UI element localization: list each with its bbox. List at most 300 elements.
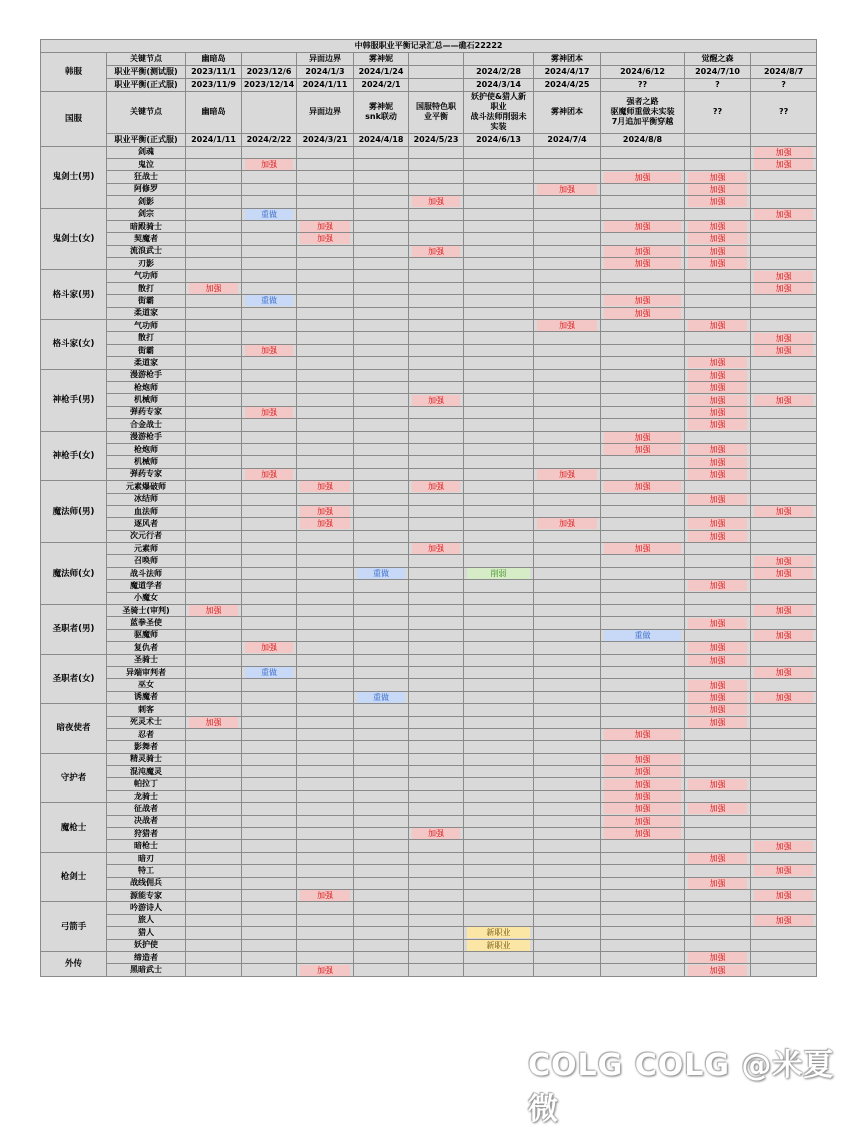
- class-row: [41, 282, 817, 294]
- balance-cell: [354, 716, 409, 728]
- row-header: 职业平衡(正式服): [107, 133, 186, 146]
- class-name: 弹药专家: [107, 406, 186, 418]
- balance-cell: [464, 778, 534, 790]
- group-name: 神枪手(男): [41, 369, 107, 431]
- balance-cell: [534, 927, 601, 939]
- class-row: [41, 642, 817, 654]
- balance-cell: [409, 332, 464, 344]
- class-row: [41, 320, 817, 332]
- balance-cell: [464, 567, 534, 579]
- balance-cell: [242, 456, 297, 468]
- buff-tag: 加强: [754, 271, 813, 282]
- balance-cell: [354, 555, 409, 567]
- balance-cell: [186, 605, 242, 617]
- balance-cell: [409, 790, 464, 802]
- balance-cell: [409, 208, 464, 220]
- class-name: 漫游枪手: [107, 369, 186, 381]
- balance-cell: [601, 344, 685, 356]
- balance-cell: [409, 158, 464, 170]
- balance-cell: [751, 530, 817, 542]
- balance-cell: [186, 939, 242, 951]
- balance-cell: [186, 840, 242, 852]
- balance-cell: [297, 666, 354, 678]
- class-row: [41, 766, 817, 778]
- balance-cell: [409, 468, 464, 480]
- balance-table: [40, 39, 817, 977]
- balance-cell: [354, 406, 409, 418]
- class-row: [41, 493, 817, 505]
- balance-cell: [534, 171, 601, 183]
- balance-cell: [685, 233, 751, 245]
- class-row: [41, 592, 817, 604]
- class-name: 吟游诗人: [107, 902, 186, 914]
- balance-cell: [297, 530, 354, 542]
- balance-cell: [751, 605, 817, 617]
- balance-cell: [464, 914, 534, 926]
- balance-cell: [534, 753, 601, 765]
- buff-tag: 加强: [754, 667, 813, 678]
- group-name: 格斗家(女): [41, 320, 107, 370]
- balance-cell: [685, 171, 751, 183]
- balance-cell: [186, 530, 242, 542]
- balance-cell: [601, 691, 685, 703]
- balance-cell: [186, 753, 242, 765]
- balance-cell: [297, 716, 354, 728]
- balance-cell: [534, 728, 601, 740]
- balance-cell: [464, 171, 534, 183]
- balance-cell: [409, 456, 464, 468]
- balance-cell: [464, 741, 534, 753]
- balance-cell: [464, 877, 534, 889]
- class-name: 帕拉丁: [107, 778, 186, 790]
- buff-tag: 加强: [688, 642, 747, 653]
- buff-tag: 加强: [300, 481, 350, 492]
- balance-cell: [601, 369, 685, 381]
- balance-cell: [354, 282, 409, 294]
- balance-cell: [354, 245, 409, 257]
- balance-cell: [685, 716, 751, 728]
- balance-cell: [297, 196, 354, 208]
- kr-test-server-row: [41, 65, 817, 78]
- header-cell: 雾神妮: [354, 52, 409, 65]
- class-row: [41, 704, 817, 716]
- balance-cell: [685, 803, 751, 815]
- balance-cell: [601, 716, 685, 728]
- balance-cell: [601, 220, 685, 232]
- class-row: [41, 716, 817, 728]
- balance-cell: [601, 481, 685, 493]
- balance-cell: [297, 369, 354, 381]
- balance-cell: [464, 654, 534, 666]
- balance-cell: [409, 778, 464, 790]
- balance-cell: [534, 704, 601, 716]
- header-cell: 2023/11/1: [186, 65, 242, 78]
- balance-cell: [297, 605, 354, 617]
- balance-cell: [601, 357, 685, 369]
- balance-cell: [409, 518, 464, 530]
- balance-cell: [297, 828, 354, 840]
- balance-cell: [534, 914, 601, 926]
- balance-cell: [464, 939, 534, 951]
- balance-cell: [751, 332, 817, 344]
- class-name: 街霸: [107, 344, 186, 356]
- balance-cell: [242, 964, 297, 976]
- balance-cell: [297, 951, 354, 963]
- balance-cell: [297, 307, 354, 319]
- class-name: 黑暗武士: [107, 964, 186, 976]
- balance-cell: [464, 233, 534, 245]
- balance-cell: [409, 679, 464, 691]
- rework-tag: 重做: [245, 667, 293, 678]
- balance-cell: [685, 666, 751, 678]
- balance-cell: [297, 394, 354, 406]
- balance-cell: [751, 208, 817, 220]
- balance-cell: [601, 530, 685, 542]
- balance-cell: [242, 865, 297, 877]
- class-name: 阿修罗: [107, 183, 186, 195]
- balance-cell: [242, 629, 297, 641]
- balance-cell: [409, 320, 464, 332]
- class-name: 街霸: [107, 295, 186, 307]
- balance-cell: [242, 431, 297, 443]
- class-row: [41, 419, 817, 431]
- balance-cell: [242, 357, 297, 369]
- balance-cell: [534, 654, 601, 666]
- balance-cell: [354, 530, 409, 542]
- balance-cell: [354, 728, 409, 740]
- balance-cell: [186, 654, 242, 666]
- balance-cell: [685, 778, 751, 790]
- balance-cell: [601, 443, 685, 455]
- balance-cell: [464, 481, 534, 493]
- buff-tag: 加强: [604, 791, 681, 802]
- balance-cell: [297, 406, 354, 418]
- buff-tag: 加强: [754, 506, 813, 517]
- group-name: 魔枪士: [41, 803, 107, 853]
- balance-cell: [464, 505, 534, 517]
- class-row: [41, 431, 817, 443]
- balance-cell: [242, 877, 297, 889]
- header-cell: 2024/3/21: [297, 133, 354, 146]
- balance-cell: [297, 357, 354, 369]
- class-row: [41, 951, 817, 963]
- balance-cell: [186, 332, 242, 344]
- buff-tag: 加强: [604, 543, 681, 554]
- balance-cell: [354, 196, 409, 208]
- buff-tag: 加强: [604, 258, 681, 269]
- balance-cell: [534, 716, 601, 728]
- balance-cell: [685, 530, 751, 542]
- class-name: 战斗法师: [107, 567, 186, 579]
- balance-cell: [354, 258, 409, 270]
- balance-cell: [242, 555, 297, 567]
- balance-cell: [751, 939, 817, 951]
- balance-cell: [751, 914, 817, 926]
- group-name: 魔法师(男): [41, 481, 107, 543]
- class-row: [41, 307, 817, 319]
- buff-tag: 加强: [245, 642, 293, 653]
- balance-cell: [601, 852, 685, 864]
- class-row: [41, 567, 817, 579]
- balance-cell: [751, 741, 817, 753]
- balance-cell: [601, 381, 685, 393]
- class-row: [41, 456, 817, 468]
- balance-cell: [751, 320, 817, 332]
- balance-cell: [354, 803, 409, 815]
- balance-cell: [297, 344, 354, 356]
- balance-cell: [464, 728, 534, 740]
- buff-tag: 加强: [688, 692, 747, 703]
- balance-cell: [186, 381, 242, 393]
- class-row: [41, 357, 817, 369]
- balance-cell: [409, 691, 464, 703]
- balance-cell: [464, 183, 534, 195]
- balance-cell: [685, 394, 751, 406]
- balance-cell: [601, 233, 685, 245]
- balance-cell: [751, 456, 817, 468]
- balance-cell: [297, 543, 354, 555]
- balance-cell: [186, 951, 242, 963]
- buff-tag: 加强: [245, 407, 293, 418]
- class-name: 气功师: [107, 320, 186, 332]
- balance-cell: [534, 530, 601, 542]
- buff-tag: 加强: [754, 630, 813, 641]
- balance-cell: [601, 258, 685, 270]
- balance-cell: [242, 505, 297, 517]
- balance-cell: [751, 518, 817, 530]
- header-cell: 2024/6/12: [601, 65, 685, 78]
- balance-cell: [534, 555, 601, 567]
- balance-cell: [751, 766, 817, 778]
- class-row: [41, 654, 817, 666]
- balance-cell: [685, 753, 751, 765]
- buff-tag: 加强: [754, 395, 813, 406]
- balance-cell: [186, 505, 242, 517]
- balance-cell: [409, 716, 464, 728]
- balance-cell: [534, 419, 601, 431]
- balance-cell: [242, 914, 297, 926]
- buff-tag: 加强: [604, 481, 681, 492]
- class-name: 合金战士: [107, 419, 186, 431]
- balance-cell: [534, 158, 601, 170]
- balance-cell: [464, 196, 534, 208]
- balance-cell: [186, 852, 242, 864]
- row-header: 职业平衡(正式服): [107, 78, 186, 91]
- balance-cell: [534, 443, 601, 455]
- balance-cell: [534, 828, 601, 840]
- balance-cell: [186, 914, 242, 926]
- balance-cell: [751, 245, 817, 257]
- balance-cell: [297, 468, 354, 480]
- balance-cell: [409, 629, 464, 641]
- balance-cell: [685, 220, 751, 232]
- class-name: 小魔女: [107, 592, 186, 604]
- balance-cell: [409, 654, 464, 666]
- class-name: 机械师: [107, 456, 186, 468]
- balance-cell: [751, 567, 817, 579]
- buff-tag: 加强: [537, 518, 597, 529]
- buff-tag: 加强: [688, 184, 747, 195]
- balance-cell: [751, 852, 817, 864]
- buff-tag: 加强: [688, 370, 747, 381]
- balance-cell: [464, 555, 534, 567]
- balance-cell: [751, 431, 817, 443]
- buff-tag: 加强: [754, 605, 813, 616]
- balance-cell: [409, 865, 464, 877]
- balance-cell: [297, 381, 354, 393]
- balance-cell: [297, 654, 354, 666]
- balance-cell: [601, 555, 685, 567]
- balance-cell: [242, 890, 297, 902]
- balance-cell: [464, 443, 534, 455]
- balance-cell: [751, 543, 817, 555]
- class-row: [41, 208, 817, 220]
- balance-cell: [354, 233, 409, 245]
- balance-cell: [601, 146, 685, 158]
- balance-cell: [464, 964, 534, 976]
- buff-tag: 加强: [688, 196, 747, 207]
- balance-cell: [751, 790, 817, 802]
- balance-cell: [601, 307, 685, 319]
- balance-cell: [186, 927, 242, 939]
- balance-cell: [685, 766, 751, 778]
- balance-cell: [242, 828, 297, 840]
- header-cell: 2024/1/3: [297, 65, 354, 78]
- balance-cell: [751, 258, 817, 270]
- header-cell: 2024/1/11: [186, 133, 242, 146]
- balance-cell: [354, 443, 409, 455]
- balance-cell: [601, 171, 685, 183]
- balance-cell: [464, 852, 534, 864]
- balance-cell: [409, 233, 464, 245]
- balance-cell: [601, 778, 685, 790]
- balance-cell: [534, 146, 601, 158]
- balance-cell: [186, 270, 242, 282]
- header-cell: 2024/1/11: [297, 78, 354, 91]
- balance-cell: [751, 468, 817, 480]
- balance-cell: [354, 158, 409, 170]
- balance-cell: [297, 617, 354, 629]
- balance-cell: [242, 381, 297, 393]
- buff-tag: 加强: [688, 717, 747, 728]
- class-name: 剑影: [107, 196, 186, 208]
- balance-cell: [601, 766, 685, 778]
- balance-cell: [297, 208, 354, 220]
- balance-cell: [242, 567, 297, 579]
- class-row: [41, 914, 817, 926]
- rework-tag: 重做: [245, 209, 293, 220]
- balance-cell: [534, 332, 601, 344]
- buff-tag: 加强: [688, 172, 747, 183]
- balance-cell: [751, 419, 817, 431]
- buff-tag: 加强: [688, 221, 747, 232]
- balance-cell: [751, 146, 817, 158]
- class-name: 契魔者: [107, 233, 186, 245]
- buff-tag: 加强: [688, 233, 747, 244]
- balance-cell: [751, 196, 817, 208]
- balance-cell: [354, 580, 409, 592]
- balance-cell: [464, 543, 534, 555]
- class-name: 巫女: [107, 679, 186, 691]
- class-name: 源能专家: [107, 890, 186, 902]
- class-name: 影舞者: [107, 741, 186, 753]
- balance-cell: [409, 493, 464, 505]
- header-cell: ??: [751, 91, 817, 133]
- header-cell: 异面边界: [297, 91, 354, 133]
- balance-cell: [601, 431, 685, 443]
- balance-cell: [409, 642, 464, 654]
- header-cell: 2024/4/17: [534, 65, 601, 78]
- balance-cell: [464, 394, 534, 406]
- balance-cell: [186, 728, 242, 740]
- class-name: 次元行者: [107, 530, 186, 542]
- balance-cell: [601, 332, 685, 344]
- balance-cell: [186, 307, 242, 319]
- balance-cell: [685, 939, 751, 951]
- balance-cell: [685, 828, 751, 840]
- balance-cell: [297, 481, 354, 493]
- balance-cell: [685, 481, 751, 493]
- balance-cell: [297, 778, 354, 790]
- balance-cell: [685, 146, 751, 158]
- balance-cell: [297, 741, 354, 753]
- row-header: 关键节点: [107, 52, 186, 65]
- buff-tag: 加强: [688, 320, 747, 331]
- balance-cell: [297, 505, 354, 517]
- header-cell: 强者之路 驱魔师重做未实装 7月追加平衡穿越: [601, 91, 685, 133]
- class-name: 散打: [107, 332, 186, 344]
- balance-cell: [186, 902, 242, 914]
- balance-cell: [354, 183, 409, 195]
- class-row: [41, 196, 817, 208]
- header-cell: 2023/12/6: [242, 65, 297, 78]
- class-row: [41, 381, 817, 393]
- header-cell: 幽暗岛: [186, 91, 242, 133]
- balance-cell: [409, 381, 464, 393]
- balance-cell: [297, 766, 354, 778]
- balance-cell: [464, 840, 534, 852]
- buff-tag: 加强: [688, 878, 747, 889]
- balance-cell: [297, 840, 354, 852]
- balance-cell: [297, 493, 354, 505]
- balance-cell: [242, 543, 297, 555]
- class-name: 剑魂: [107, 146, 186, 158]
- balance-cell: [685, 914, 751, 926]
- class-name: 暗刃: [107, 852, 186, 864]
- balance-cell: [751, 233, 817, 245]
- balance-cell: [242, 481, 297, 493]
- balance-cell: [464, 518, 534, 530]
- header-cell: 觉醒之森: [685, 52, 751, 65]
- balance-cell: [751, 902, 817, 914]
- balance-cell: [534, 778, 601, 790]
- header-cell: [685, 133, 751, 146]
- header-cell: 2024/2/22: [242, 133, 297, 146]
- header-cell: [751, 133, 817, 146]
- class-name: 缔造者: [107, 951, 186, 963]
- balance-cell: [534, 196, 601, 208]
- balance-cell: [601, 505, 685, 517]
- balance-cell: [534, 468, 601, 480]
- balance-cell: [464, 344, 534, 356]
- balance-cell: [409, 666, 464, 678]
- buff-tag: 加强: [537, 184, 597, 195]
- balance-cell: [534, 951, 601, 963]
- balance-cell: [242, 679, 297, 691]
- class-row: [41, 468, 817, 480]
- balance-cell: [534, 394, 601, 406]
- balance-cell: [534, 456, 601, 468]
